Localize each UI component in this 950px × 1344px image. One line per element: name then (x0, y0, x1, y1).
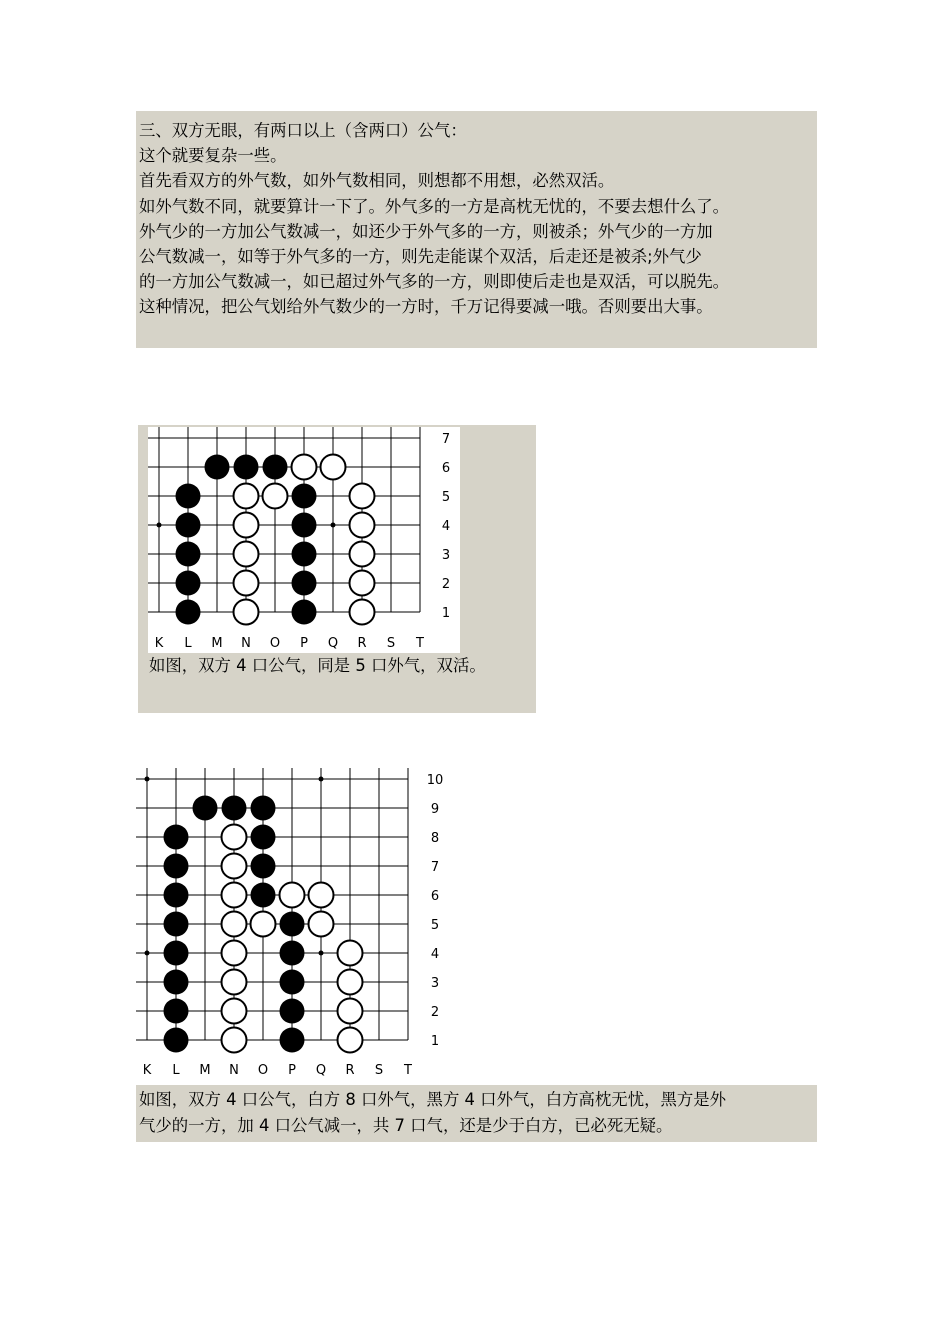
star-point (319, 951, 324, 956)
row-label: 2 (441, 577, 451, 592)
black-stone (280, 912, 305, 937)
black-stone (280, 941, 305, 966)
white-stone (234, 513, 259, 538)
black-stone (234, 455, 259, 480)
go-board-diagram-2 (136, 768, 450, 1080)
black-stone (280, 999, 305, 1024)
intro-line: 公气数减一，如等于外气多的一方，则先走能谋个双活，后走还是被杀;外气少 (139, 247, 702, 267)
black-stone (164, 999, 189, 1024)
intro-line: 三、双方无眼，有两口以上（含两口）公气： (139, 121, 467, 140)
white-stone (222, 883, 247, 908)
black-stone (193, 796, 218, 821)
row-label: 7 (430, 860, 440, 875)
column-label: S (374, 1063, 384, 1078)
star-point (157, 523, 162, 528)
white-stone (263, 484, 288, 509)
white-stone (338, 941, 363, 966)
black-stone (176, 513, 201, 538)
black-stone (222, 796, 247, 821)
white-stone (222, 970, 247, 995)
column-label: T (404, 1063, 412, 1078)
intro-line: 外气少的一方加公气数减一，如还少于外气多的一方，则被杀；外气少的一方加 (139, 221, 713, 241)
row-label: 3 (430, 976, 440, 991)
black-stone (292, 600, 317, 625)
black-stone (292, 513, 317, 538)
row-label: 6 (430, 889, 440, 904)
column-label: P (288, 1063, 296, 1078)
black-stone (292, 571, 317, 596)
black-stone (164, 883, 189, 908)
white-stone (234, 571, 259, 596)
intro-line: 如外气数不同，就要算计一下了。外气多的一方是高枕无忧的，不要去想什么了。 (139, 196, 730, 216)
black-stone (176, 571, 201, 596)
column-label: L (172, 1063, 180, 1078)
white-stone (234, 600, 259, 625)
black-stone (263, 455, 288, 480)
white-stone (350, 513, 375, 538)
column-label: R (345, 1063, 355, 1078)
white-stone (280, 883, 305, 908)
white-stone (350, 600, 375, 625)
black-stone (292, 542, 317, 567)
black-stone (251, 854, 276, 879)
column-label: Q (315, 1063, 327, 1078)
white-stone (222, 912, 247, 937)
column-label: M (199, 1063, 211, 1078)
white-stone (292, 455, 317, 480)
intro-line: 这个就要复杂一些。 (139, 146, 287, 166)
star-point (145, 951, 150, 956)
black-stone (205, 455, 230, 480)
diagram2-caption-line: 气少的一方，加 4 口公气减一，共 7 口气，还是少于白方，已必死无疑。 (139, 1116, 673, 1135)
star-point (331, 523, 336, 528)
white-stone (309, 883, 334, 908)
black-stone (176, 484, 201, 509)
star-point (145, 777, 150, 782)
white-stone (350, 542, 375, 567)
star-point (319, 777, 324, 782)
white-stone (309, 912, 334, 937)
row-label: 1 (430, 1034, 440, 1049)
column-label: P (300, 636, 308, 651)
white-stone (321, 455, 346, 480)
go-board-1-svg (148, 427, 460, 653)
white-stone (338, 1028, 363, 1053)
intro-line: 这种情况，把公气划给外气数少的一方时，千万记得要减一哦。否则要出大事。 (139, 297, 713, 317)
row-label: 2 (430, 1005, 440, 1020)
white-stone (338, 970, 363, 995)
row-label: 5 (430, 918, 440, 933)
row-label: 6 (441, 461, 451, 476)
black-stone (251, 883, 276, 908)
row-label: 4 (430, 947, 440, 962)
white-stone (350, 571, 375, 596)
white-stone (222, 825, 247, 850)
black-stone (164, 941, 189, 966)
go-board-2-svg (136, 768, 450, 1080)
white-stone (234, 484, 259, 509)
black-stone (176, 600, 201, 625)
black-stone (164, 970, 189, 995)
row-label: 5 (441, 490, 451, 505)
row-label: 10 (426, 773, 444, 788)
white-stone (222, 999, 247, 1024)
column-label: K (154, 636, 164, 651)
black-stone (280, 970, 305, 995)
row-label: 8 (430, 831, 440, 846)
diagram2-caption-box (136, 1085, 817, 1142)
black-stone (251, 825, 276, 850)
column-label: T (416, 636, 424, 651)
black-stone (280, 1028, 305, 1053)
column-label: O (257, 1063, 269, 1078)
diagram2-caption-line: 如图，双方 4 口公气，白方 8 口外气，黑方 4 口外气，白方高枕无忧，黑方是外 (139, 1090, 727, 1109)
row-label: 7 (441, 432, 451, 447)
black-stone (164, 1028, 189, 1053)
column-label: N (241, 636, 251, 651)
column-label: L (184, 636, 192, 651)
diagram1-caption: 如图，双方 4 口公气，同是 5 口外气，双活。 (149, 656, 486, 675)
row-label: 9 (430, 802, 440, 817)
column-label: Q (327, 636, 339, 651)
row-label: 1 (441, 606, 451, 621)
black-stone (164, 912, 189, 937)
white-stone (222, 941, 247, 966)
column-label: K (142, 1063, 152, 1078)
black-stone (176, 542, 201, 567)
white-stone (222, 1028, 247, 1053)
row-label: 3 (441, 548, 451, 563)
black-stone (251, 796, 276, 821)
go-board-diagram-1 (148, 427, 460, 653)
column-label: O (269, 636, 281, 651)
black-stone (164, 825, 189, 850)
black-stone (292, 484, 317, 509)
white-stone (350, 484, 375, 509)
intro-text-box (136, 111, 817, 348)
white-stone (251, 912, 276, 937)
row-label: 4 (441, 519, 451, 534)
intro-line: 首先看双方的外气数，如外气数相同，则想都不用想，必然双活。 (139, 171, 615, 191)
column-label: M (211, 636, 223, 651)
white-stone (234, 542, 259, 567)
intro-line: 的一方加公气数减一，如已超过外气多的一方，则即使后走也是双活，可以脱先。 (139, 272, 730, 292)
column-label: N (229, 1063, 239, 1078)
white-stone (338, 999, 363, 1024)
column-label: R (357, 636, 367, 651)
black-stone (164, 854, 189, 879)
column-label: S (386, 636, 396, 651)
white-stone (222, 854, 247, 879)
